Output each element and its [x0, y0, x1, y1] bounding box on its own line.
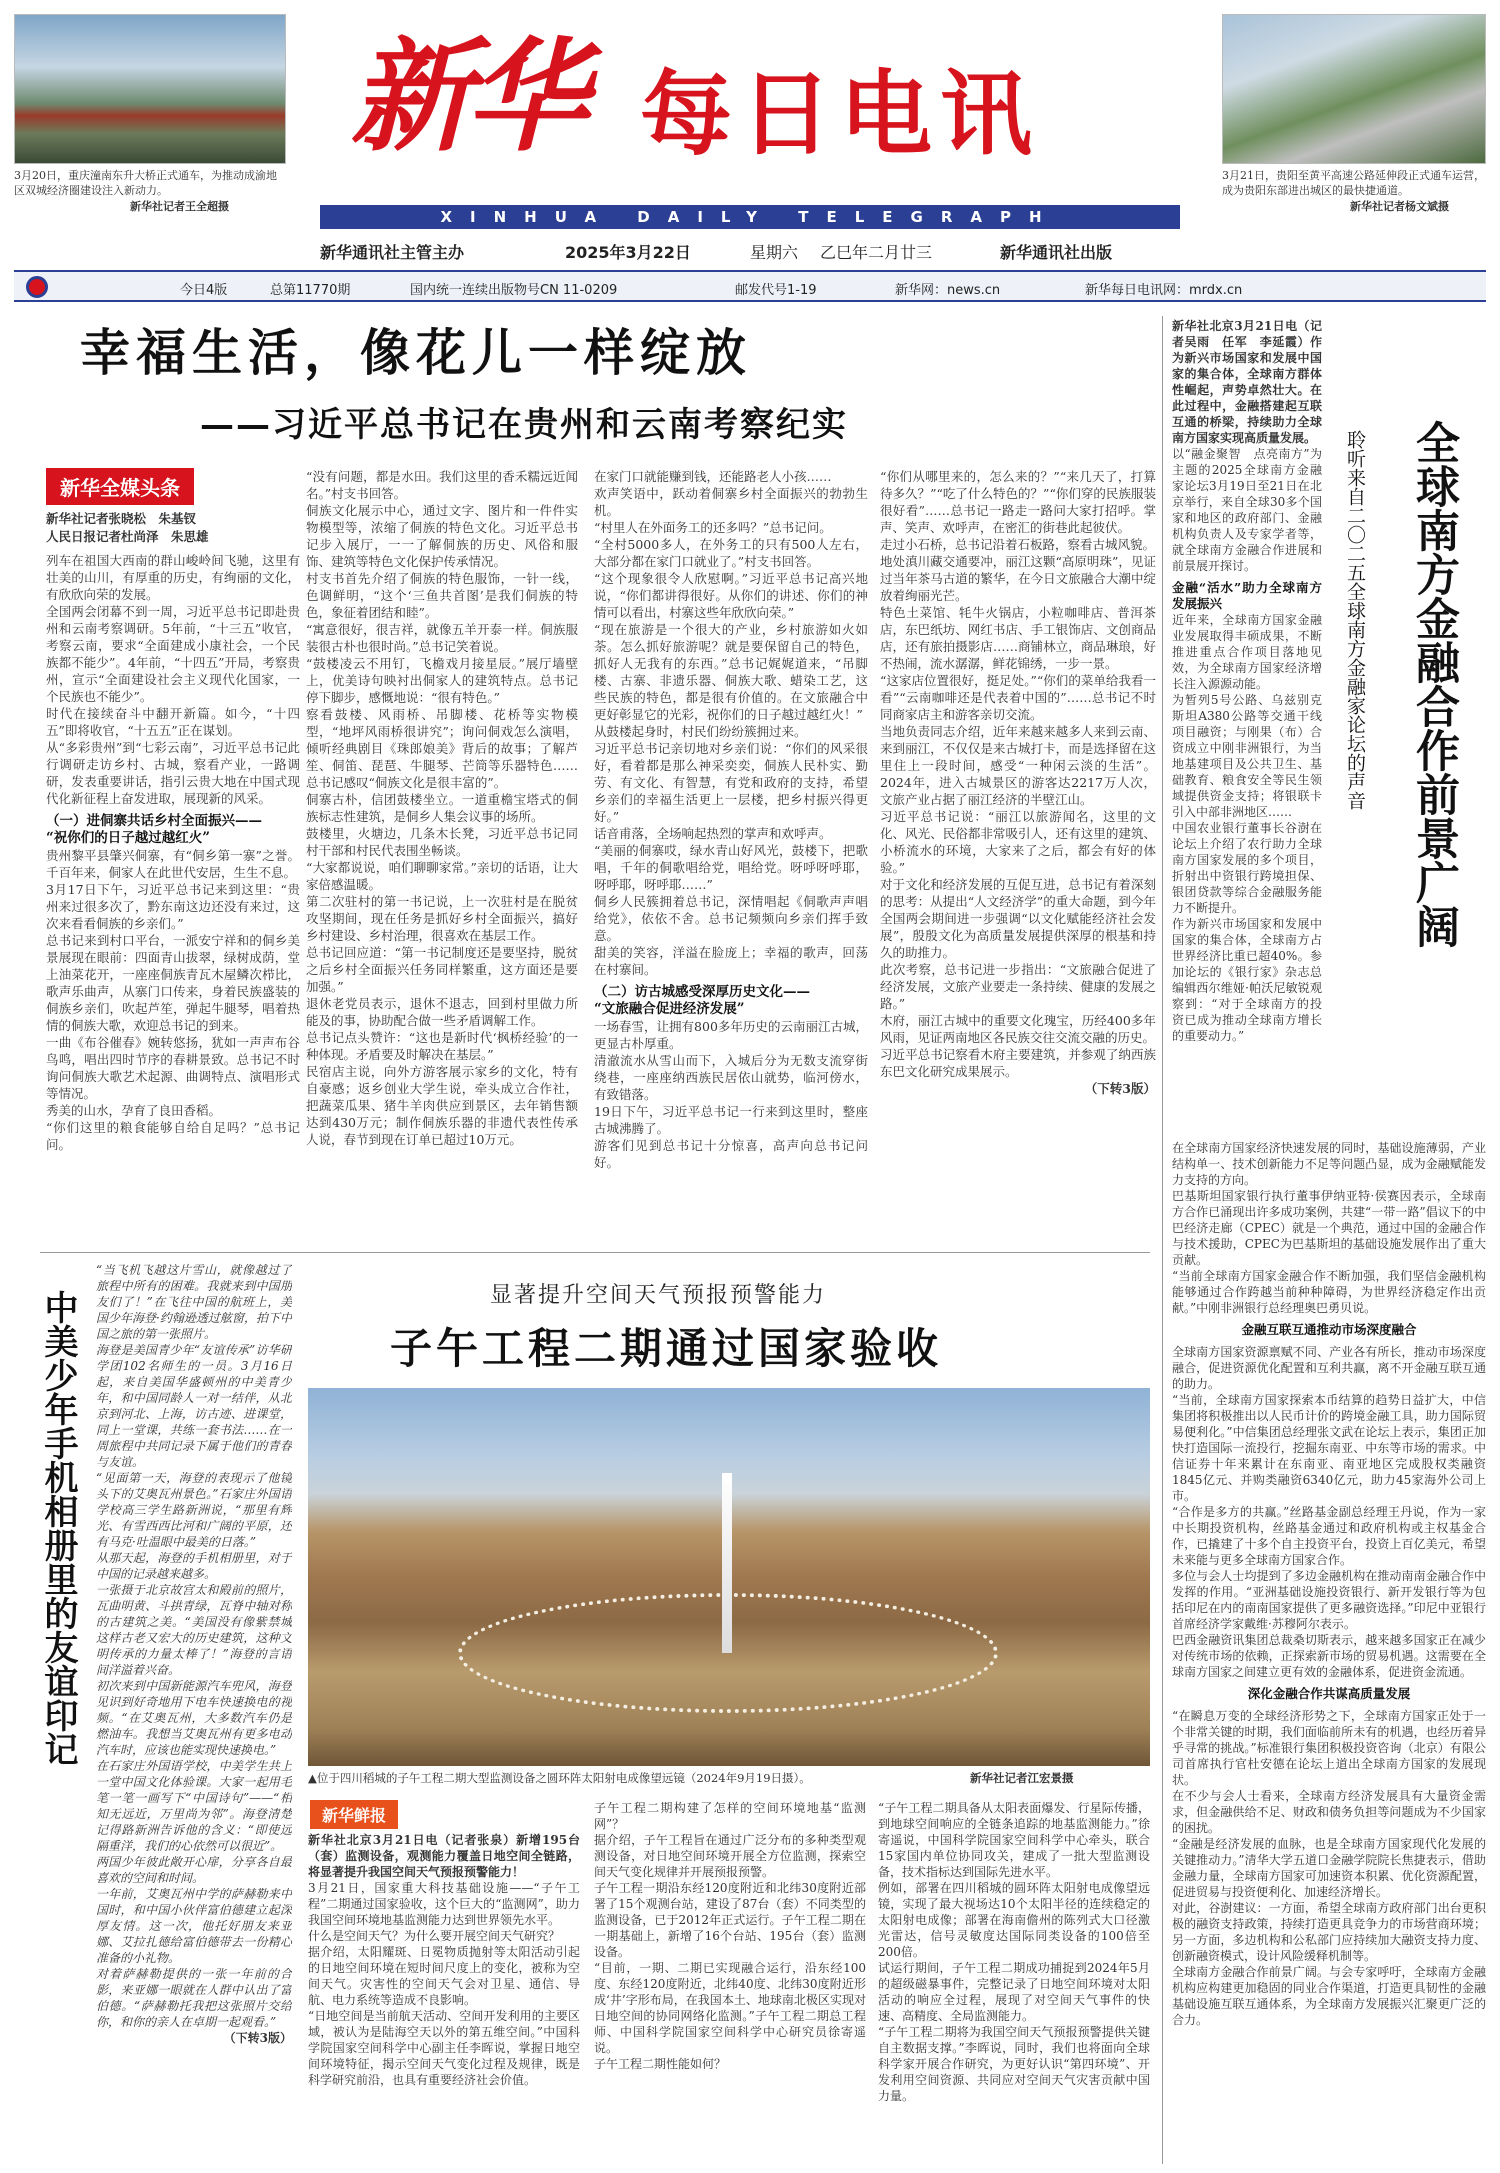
- masthead-left-caption: 3月20日，重庆潼南东升大桥正式通车，为推动成渝地区双城经济圈建设注入新动力。: [14, 169, 277, 197]
- finance-lead: 新华社北京3月21日电（记者吴雨 任军 李延霞）作为新兴市场国家和发展中国家的集合体，全球南方群体性崛起，声势卓然壮大。在此过程中，金融搭建起互联互通的桥梁，持续助力全球南方国家实现高质量发展。: [1172, 319, 1322, 445]
- lead-p40: 游客们见到总书记十分惊喜，高声向总书记问好。: [594, 1138, 868, 1170]
- lead-p8: 一曲《布谷催春》婉转悠扬，犹如一声声布谷鸟鸣，唱出四时节序的春耕景致。总书记不时询问侗族大歌艺术起源、曲调特点、演唱形式等情况。: [46, 1035, 300, 1101]
- masthead-publisher: 新华通讯社出版: [1000, 243, 1113, 262]
- space-p12: 试运行期间，子午工程二期成功捕捉到2024年5月的超级磁暴事件，完整记录了日地空间环境对太阳活动的响应全过程，展现了对空间天气事件的快速、高精度、全局监测能力。: [878, 1961, 1150, 2023]
- lead-p4: 从“多彩贵州”到“七彩云南”，习近平总书记此行调研走访乡村、古城，察看产业，一路调研，发表重要讲话，指引云贵大地在中国式现代化新征程上奋发进取，展现新的风采。: [46, 740, 300, 806]
- lead-p24: 民宿店主说，向外方游客展示家乡的文化，特有自豪感；返乡创业大学生说，牵头成立合作社，把蔬菜瓜果、猪牛羊肉供应到景区，去年销售额达到430万元；制作侗族乐器的非遗代表性传承人说，春节到现在订单已超过10万元。: [306, 1064, 578, 1147]
- lead-p42: 走过小石桥，总书记沿着石板路，察看古城风貌。: [880, 537, 1156, 552]
- lead-p1: 列车在祖国大西南的群山峻岭间飞驰，这里有壮美的山川，有厚重的历史，有绚丽的文化，有欣欣向荣的发展。: [46, 553, 300, 602]
- space-p9: 子午工程二期性能如何？: [594, 2057, 727, 2071]
- finance-p18: 全球南方金融合作前景广阔。与会专家呼吁，全球南方金融机构应构建更加稳固的同业合作渠道，打造更具韧性的金融基础设施互联互通体系，为全球南方发展振兴汇聚更广泛的合力。: [1172, 1965, 1486, 2027]
- finance-p16: “金融是经济发展的血脉，也是全球南方国家现代化发展的关键推动力。”清华大学五道口金融学院院长焦捷表示，借助金融力量，全球南方国家可加速资本积累、优化资源配置，促进贸易与投资便利化、加速经济增长。: [1172, 1837, 1486, 1899]
- friend-p7: 在石家庄外国语学校，中美学生共上一堂中国文化体验课。大家一起用毛笔一笔一画写下“中国诗句”——“相知无远近，万里尚为邻”。海登清楚记得路新洲告诉他的含义：“即使远隔重洋，我们的心依然可以很近”。: [96, 1759, 292, 1853]
- lead-p18: 鼓楼里，火塘边，几条木长凳，习近平总书记同村干部和村民代表围坐畅谈。: [306, 826, 578, 858]
- space-column-3: [878, 1800, 1150, 2164]
- lead-p20: 第二次驻村的第一书记说，上一次驻村是在脱贫攻坚期间，现在任务是抓好乡村全面振兴，搞好乡村建设、乡村治理，很喜欢在基层工作。: [306, 894, 578, 943]
- finance-p10: “当前，全球南方国家探索本币结算的趋势日益扩大，中信集团将积极推出以人民币计价的跨境金融工具，助力国际贸易便利化。”中信集团总经理张文武在论坛上表示，集团正加快打造国际一流投行，挖掘东南亚、中东等市场的需求。中信证券十年来累计在东南亚、南亚地区完成股权类融资1845亿元、并购类融资6340亿元，助力45家海外公司上市。: [1172, 1393, 1486, 1503]
- lead-subtitle: ——习近平总书记在贵州和云南考察纪实: [200, 405, 848, 445]
- friend-p5: 一张摄于北京故宫太和殿前的照片，瓦曲明黄、斗拱青绿，瓦脊中轴对称的古建筑之美。“美国没有像紫禁城这样古老又宏大的历史建筑，这种文明传承的力量太棒了！”海登的言语间洋溢着兴奋。: [96, 1583, 292, 1677]
- finance-p6: 在全球南方国家经济快速发展的同时，基础设施薄弱，产业结构单一、技术创新能力不足等问题凸显，成为金融赋能发力支持的方向。: [1172, 1141, 1486, 1187]
- lead-p7: 总书记来到村口平台，一派安宁祥和的侗乡美景展现在眼前：四面青山拔翠，绿树成荫，堂上油菜花开，一座座侗族青瓦木屋鳞次栉比，歌声乐曲声，从寨门口传来，身着民族盛装的侗族乡亲们，吹起芦笙，弹起牛腿琴，唱着热情的侗族大歌，欢迎总书记的到来。: [46, 933, 300, 1033]
- lead-p19: “大家都说说，咱们聊聊家常。”亲切的话语，让大家倍感温暖。: [306, 860, 578, 892]
- lead-p26: 欢声笑语中，跃动着侗寨乡村全面振兴的勃勃生机。: [594, 486, 868, 518]
- space-column-1: [308, 1832, 580, 2164]
- finance-p2: 近年来，全球南方国家金融业发展取得丰硕成果，不断推进重点合作项目落地见效，为全球南方国家经济增长注入源源动能。: [1172, 613, 1322, 691]
- masthead-left-credit: 新华社记者王全超摄: [130, 200, 229, 213]
- friend-column: [96, 1262, 292, 2160]
- lead-p51: 习近平总书记察看木府主要建筑，并参观了纳西族东巴文化研究成果展示。: [880, 1047, 1156, 1079]
- info-pages: 今日4版: [180, 283, 228, 298]
- lead-column-3: [594, 468, 868, 1244]
- info-issue: 总第11770期: [270, 283, 351, 298]
- lead-p23: 总书记点头赞许：“这也是新时代‘枫桥经验’的一种体现。矛盾要及时解决在基层。”: [306, 1030, 578, 1062]
- lead-p3: 时代在接续奋斗中翻开新篇。如今，“十四五”即将收官，“十五五”正在谋划。: [46, 706, 300, 738]
- info-post: 邮发代号1-19: [735, 283, 817, 298]
- finance-p11: “合作是多方的共赢。”丝路基金副总经理王丹说，作为一家中长期投资机构，丝路基金通过和政府机构或主权基金合作，已撬建了十多个自主投资平台，投资上百亿美元，希望未来能与更多全球南方国家合作。: [1172, 1505, 1486, 1567]
- lead-p34: “美丽的侗寨哎，绿水青山好风光，鼓楼下，把歌唱，千年的侗歌唱给党，唱给党。呀呼呀呼耶，呀呼耶，呀呼耶……”: [594, 843, 868, 892]
- space-hero-photo: [308, 1388, 1150, 1766]
- friend-p3: “见面第一天，海登的表现示了他镜头下的艾奥瓦州景色。”石家庄外国语学校高三学生路新洲说，“那里有辉光、有雪西西比河和广阔的平原，还有马克·吐温眼中最美的日落。”: [96, 1471, 292, 1549]
- lead-p17: 侗寨古朴，信团鼓楼坐立。一道重檐宝塔式的侗族标志性建筑，是侗乡人集会议事的场所。: [306, 792, 578, 824]
- lead-p44: 特色土菜馆、牦牛火锅店，小粒咖啡店、普洱茶店，东巴纸坊、网红书店、手工银饰店、文创商品店，还有旅拍摄影店……商铺林立，商品琳琅，好不热闹，流水潺潺，鲜花锦绣，一步一景。: [880, 605, 1156, 671]
- lead-p41: “你们从哪里来的，怎么来的？”“来几天了，打算待多久？”“吃了什么特色的？”“你们穿的民族服装很好看”……总书记一路走一路问大家打招呼。掌声、笑声、欢呼声，在密汇的街巷此起彼伏。: [880, 469, 1156, 535]
- lead-p48: 对于文化和经济发展的互促互进，总书记有着深刻的思考：从提出“人文经济学”的重大命题，到今年全国两会期间进一步强调“以文化赋能经济社会发展”，殷殷文化为高质量发展提供深厚的根基和持久的助推力。: [880, 877, 1156, 960]
- lead-p5: 贵州黎平县肇兴侗寨，有“侗乡第一寨”之誉。千百年来，侗家人在此世代安居，生生不息。: [46, 848, 300, 880]
- space-credit: 新华社记者江宏景摄: [970, 1771, 1074, 1785]
- lead-sec2b: “文旅融合促进经济发展”: [594, 1001, 745, 1017]
- finance-p3: 为暂列5号公路、乌兹别克斯坦A380公路等交通干线项目融资；与刚果（布）合资成立中刚非洲银行，为当地基建项目及公共卫生、基础教育、粮食安全等民生领域提供资金支持；将银联卡引入中部非洲地区……: [1172, 693, 1322, 819]
- space-p7: 子午工程一期沿东经120度附近和北纬30度附近部署了15个观测台站，建设了87台（套）不同类型的监测设备，已于2012年正式运行。子午工程二期在一期基础上，新增了16个台站、195台（套）监测设备。: [594, 1881, 866, 1959]
- finance-p4: 中国农业银行董事长谷澍在论坛上介绍了农行助力全球南方国家发展的多个项目，折射出中资银行跨境担保、银团贷款等综合金融服务能力不断提升。: [1172, 821, 1322, 915]
- friend-p4: 从那天起，海登的手机相册里，对于中国的记录越来越多。: [96, 1551, 292, 1581]
- masthead-brand-en: XINHUA DAILY TELEGRAPH: [320, 205, 1180, 229]
- masthead-date: 2025年3月22日: [565, 243, 691, 262]
- space-kicker: 显著提升空间天气预报预警能力: [490, 1283, 827, 1308]
- lead-p6: 3月17日下午，习近平总书记来到这里：“贵州来过很多次了，黔东南这边还没有来过，这次来看看侗族的乡亲们。”: [46, 882, 300, 931]
- finance-p5: 作为新兴市场国家和发展中国家的集合体，全球南方占世界经济比重已超40%。参加论坛的《银行家》杂志总编辑西尔维娅·帕沃尼敏锐观察到：“对于全球南方的投资已成为推动全球南方增长的重要动力。”: [1172, 917, 1322, 1043]
- finance-p12: 多位与会人士均提到了多边金融机构在推动南南金融合作中发挥的作用。“亚洲基础设施投资银行、新开发银行等为包括印尼在内的南南国家提供了更多融资选择。”印尼中亚银行首席经济学家戴维·苏穆阿尔表示。: [1172, 1569, 1486, 1631]
- space-p2: 什么是空间天气？为什么要开展空间天气研究？: [308, 1929, 561, 1943]
- masthead-lunar: 乙巳年二月廿三: [820, 243, 933, 262]
- lead-p39: 19日下午，习近平总书记一行来到这里时，整座古城沸腾了。: [594, 1104, 868, 1136]
- friend-jump: （下转3版）: [223, 2031, 292, 2045]
- lead-p31: 从鼓楼起身时，村民们纷纷簇拥过来。: [594, 724, 807, 739]
- finance-p15: 在不少与会人士看来，全球南方经济发展具有大量资金需求，但金融供给不足、财政和债务负担等问题成为不少国家的困扰。: [1172, 1789, 1486, 1835]
- lead-jump: （下转3版）: [1084, 1081, 1156, 1096]
- lead-sec2: （二）访古城感受深厚历史文化——: [594, 984, 810, 1000]
- masthead-brand-script: 新华: [350, 24, 582, 168]
- space-p13: “子午工程二期将为我国空间天气预报预警提供关键自主数据支撑。”李晖说，同时，我们也将面向全球科学家开展合作研究，为更好认识“第四环境”、开发利用空间资源、共同应对空间天气灾害贡献中国力量。: [878, 2025, 1150, 2103]
- lead-p38: 清澈流水从雪山而下，入城后分为无数支流穿街绕巷，一座座纳西族民居依山就势，临河傍水，有致错落。: [594, 1053, 868, 1102]
- friend-p9: 一年前，艾奥瓦州中学的萨赫勒来中国时，和中国小伙伴富伯德建立起深厚友情。这一次，他托好朋友来亚娜、艾拉扎德给富伯德带去一份精心准备的小礼物。: [96, 1887, 292, 1965]
- lead-p11: “没有问题，都是水田。我们这里的香禾糯远近闻名。”村支书回答。: [306, 469, 578, 501]
- lead-p32: 习近平总书记亲切地对乡亲们说：“你们的风采很好，看着都是那么神采奕奕，侗族人民朴实、勤劳、有文化、有智慧，有党和政府的支持，希望乡亲们的幸福生活更上一层楼，把乡村振兴得更好。”: [594, 741, 868, 824]
- space-tag: 新华鲜报: [310, 1800, 398, 1829]
- finance-sec3: 深化金融合作共谋高质量发展: [1247, 1686, 1411, 1701]
- lead-p12: 侗族文化展示中心，通过文字、图片和一件件实物模型等，浓缩了侗族的特色文化。习近平总书记步入展厅，一一了解侗族的历史、风俗和服饰、建筑等特色文化保护传承情况。: [306, 503, 578, 569]
- lead-p30: “现在旅游是一个很大的产业，乡村旅游如火如荼。怎么抓好旅游呢？就是要保留自己的特色，抓好人无我有的东西。”总书记娓娓道来，“吊脚楼、古寨、非遗乐器、侗族大歌、蜡染工艺，这些民族的特色，都是很有价值的。在文旅融合中更好彰显它的光彩，祝你们的日子越过越红火！”: [594, 622, 868, 722]
- friend-p2: 海登是美国青少年“友谊传承”访华研学团102名师生的一员。3月16日起，来自美国华盛顿州的中美青少年，和中国同龄人一对一结伴，从北京到河北、上海，访古迹、进课堂，同上一堂课，共练一套书法……在一周旅程中共同记录下属于他们的青春与友谊。: [96, 1343, 292, 1469]
- finance-title: 全球南方金融合作前景广阔: [1408, 420, 1459, 948]
- finance-lead-column: [1172, 318, 1322, 1138]
- space-p10: “子午工程二期具备从太阳表面爆发、行星际传播，到地球空间响应的全链条追踪的地基监测能力。”徐寄遥说，中国科学院国家空间科学中心牵头，联合15家国内单位协同攻关，建成了一批大型监测设备，技术指标达到国际先进水平。: [878, 1801, 1150, 1879]
- masthead-sponsor: 新华通讯社主管主办: [320, 243, 465, 262]
- lead-p2: 全国两会闭幕不到一周，习近平总书记即赴贵州和云南考察调研。5年前，“十三五”收官，考察云南，要求“全面建成小康社会，一个民族都不能少”。4年前，“十四五”开局，考察贵州，宣示“全面建设社会主义现代化国家，一个民族也不能少”。: [46, 604, 300, 704]
- lead-byline1: 新华社记者张晓松 朱基钗: [46, 511, 197, 526]
- info-web2: 新华每日电讯网：mrdx.cn: [1085, 283, 1243, 298]
- lead-p22: 退休老党员表示，退休不退志，回到村里做力所能及的事，协助配合做一些矛盾调解工作。: [306, 996, 578, 1028]
- lead-byline2: 人民日报记者杜尚泽 朱思雄: [46, 529, 209, 544]
- lead-column-2: [306, 468, 578, 1244]
- finance-p13: 巴西金融资讯集团总裁桑切斯表示，越来越多国家正在减少对传统市场的依赖，正探索新市场的贸易机遇。这需要在全球南方国家之间建立更有效的金融体系，促进资金流通。: [1172, 1633, 1486, 1679]
- lead-p46: 当地负责同志介绍，近年来越来越多人来到云南、来到丽江，不仅仅是来古城打卡，而是选择留在这里住上一段时间，感受“一种闲云淡的生活”。2024年，进入古城景区的游客达2217万人次，文旅产业占据了丽江经济的半壁江山。: [880, 724, 1156, 807]
- divider-lead: [40, 1252, 1150, 1253]
- space-caption: ▲位于四川稻城的子午工程二期大型监测设备之圆环阵太阳射电成像望远镜（2024年9月19日摄）。: [308, 1771, 811, 1785]
- masthead-right-photo: [1222, 14, 1486, 164]
- lead-p14: “寓意很好，很吉祥，就像五羊开泰一样。侗族服装很古朴也很时尚。”总书记笑着说。: [306, 622, 578, 654]
- lead-p47: 习近平总书记说：“丽江以旅游闻名，这里的文化、风光、民俗都非常吸引人，还有这里的建筑、小桥流水的环境，大家来了之后，都会有好的体验。”: [880, 809, 1156, 875]
- finance-p17: 对此，谷澍建议：一方面，希望全球南方政府部门出台更积极的融资支持政策，持续打造更具竞争力的市场营商环境；另一方面，多边机构和公私部门应持续加大融资支持力度、创新融资模式，设计风险缓释机制等。: [1172, 1901, 1486, 1963]
- space-p8: “目前，一期、二期已实现融合运行，沿东经100度、东经120度附近，北纬40度、北纬30度附近形成‘井’字形布局，在我国本土、地球南北极区实现对日地空间的协同网络化监测。”子午工程二期总工程师、中国科学院国家空间科学中心研究员徐寄遥说。: [594, 1961, 866, 2055]
- lead-p15: “鼓楼凌云不用钉，飞檐戏月接星辰。”展厅墙壁上，优美诗句映衬出侗家人的建筑特点。总书记停下脚步，感慨地说：“很有特色。”: [306, 656, 578, 705]
- lead-p29: “这个现象很令人欣慰啊。”习近平总书记高兴地说，“你们都讲得很好。从你们的讲述、你们的神情可以看出，村寨这些年欣欣向荣。”: [594, 571, 868, 620]
- finance-p9: 全球南方国家资源禀赋不同、产业各有所长，推动市场深度融合，促进资源优化配置和互利共赢，离不开金融互联互通的助力。: [1172, 1345, 1486, 1391]
- lead-p35: 侗乡人民簇拥着总书记，深情唱起《侗歌声声唱给党》，依依不舍。总书记频频向乡亲们挥手致意。: [594, 894, 868, 943]
- lead-tag: 新华全媒头条: [46, 468, 194, 505]
- space-p6: 据介绍，子午工程旨在通过广泛分布的多种类型观测设备，对日地空间环境开展全方位监测，探索空间天气变化规律并开展预报预警。: [594, 1833, 866, 1879]
- space-column-2: [594, 1800, 866, 2164]
- info-web1: 新华网：news.cn: [895, 283, 1001, 298]
- lead-p21: 总书记回应道：“第一书记制度还是要坚持，脱贫之后乡村全面振兴任务同样繁重，这方面还是要加强。”: [306, 945, 578, 994]
- lead-p10: “你们这里的粮食能够自给自足吗？”总书记问。: [46, 1120, 300, 1152]
- space-p11: 例如，部署在四川稻城的圆环阵太阳射电成像望远镜，实现了最大视场达10个太阳半径的连续稳定的太阳射电成像；部署在海南儋州的陈列式大口径激光雷达，信号灵敏度达国际同类设备的100倍至200倍。: [878, 1881, 1150, 1959]
- lead-p37: 一场春雪，让拥有800多年历史的云南丽江古城，更显古朴厚重。: [594, 1019, 868, 1051]
- lead-p25: 在家门口就能赚到钱，还能路老人小孩……: [594, 469, 832, 484]
- friend-p8: 两国少年彼此敞开心扉，分享各自最喜欢的空间和时间。: [96, 1855, 292, 1885]
- space-lead: 新华社北京3月21日电（记者张泉）新增195台（套）监测设备，观测能力覆盖日地空间全链路，将显著提升我国空间天气预报预警能力！: [308, 1833, 580, 1879]
- lead-p33: 话音甫落，全场响起热烈的掌声和欢呼声。: [594, 826, 832, 841]
- finance-p14: “在瞬息万变的全球经济形势之下，全球南方国家正处于一个非常关键的时期，我们面临前所未有的机遇，也经历着异乎寻常的挑战。”标准银行集团积极投资咨询（北京）有限公司首席执行官杜安德在论坛上道出全球南方国家的发展现状。: [1172, 1709, 1486, 1787]
- space-p5: 子午工程二期构建了怎样的空间环境地基“监测网”？: [594, 1801, 866, 1831]
- space-p4: “日地空间是当前航天活动、空间开发利用的主要区域，被认为是陆海空天以外的第五维空间。”中国科学院国家空间科学中心副主任李晖说，掌握日地空间环境特征，揭示空间天气变化过程及规律，既是科学研究前沿，也具有重要经济社会价值。: [308, 2009, 580, 2087]
- telescope-tower: [722, 1473, 732, 1653]
- lead-p43: 地处滇川藏交通要冲，丽江这颗“高原明珠”，见证过当年茶马古道的繁华，在今日文旅融合大潮中绽放着绚丽光芒。: [880, 554, 1156, 603]
- lead-p49: 此次考察，总书记进一步指出：“文旅融合促进了经济发展，文旅产业要走一条持续、健康的发展之路。”: [880, 962, 1156, 1011]
- friend-p6: 初次来到中国新能源汽车兜风，海登见识到好奇地用下电车快速换电的视频。“在艾奥瓦州，大多数汽车仍是燃油车。我想当艾奥瓦州有更多电动汽车时，应该也能实现快速换电。”: [96, 1679, 292, 1757]
- lead-p9: 秀美的山水，孕育了良田香稻。: [46, 1103, 222, 1118]
- lead-title: 幸福生活，像花儿一样绽放: [80, 323, 752, 382]
- finance-p1: 以“融金聚智 点亮南方”为主题的2025全球南方金融家论坛3月19日至21日在北京举行，来自全球30多个国家和地区的政府部门、金融机构负责人及专家学者等，就全球南方金融合作进展和前景展开探讨。: [1172, 447, 1322, 573]
- lead-p28: “全村5000多人，在外务工的只有500人左右，大部分都在家门口就业了。”村支书回答。: [594, 537, 868, 569]
- lead-p13: 村支书首先介绍了侗族的特色服饰，一针一线，色调鲜明，“这个‘三鱼共首图’是我们侗族的特色，象征着团结和睦”。: [306, 571, 578, 620]
- finance-p7: 巴基斯坦国家银行执行董事伊纳亚特·侯赛因表示，全球南方合作已涌现出许多成功案例，共建“一带一路”倡议下的中巴经济走廊（CPEC）就是一个典范，通过中国的金融合作与技术援助，CPEC为巴基斯坦的基础设施发展作出了重大贡献。: [1172, 1189, 1486, 1267]
- masthead-left-photo: [14, 14, 286, 164]
- friend-p10: 对着萨赫勒提供的一张一年前的合影，来亚娜一眼就在人群中认出了富伯德。“萨赫勒托我把这张照片交给你，和你的亲人在卓期一起观看。”: [96, 1967, 292, 2029]
- space-p1: 3月21日，国家重大科技基础设施——“子午工程”二期通过国家验收，这个巨大的“监测网”，助力我国空间环境地基监测能力达到世界领先水平。: [308, 1881, 580, 1927]
- lead-sec1b: “祝你们的日子越过越红火”: [46, 830, 211, 846]
- lead-column-1: [46, 552, 300, 1242]
- finance-subtitle: 聆听来自二〇二五全球南方金融家论坛的声音: [1344, 430, 1366, 810]
- masthead-brand-main: 每日电讯: [640, 61, 1041, 168]
- lead-p45: “这家店位置很好，挺足处。”“你们的菜单给我看一看”“云南咖啡还是代表着中国的”……总书记不时同商家店主和游客亲切交流。: [880, 673, 1156, 722]
- info-cn: 国内统一连续出版物号CN 11-0209: [410, 283, 618, 298]
- masthead-right-caption: 3月21日，贵阳至黄平高速公路延伸段正式通车运营，成为贵阳东部进出城区的最快捷通道。: [1222, 169, 1485, 197]
- lead-p27: “村里人在外面务工的还多吗？”总书记问。: [594, 520, 832, 535]
- friend-title: 中美少年手机相册里的友谊印记: [38, 1290, 78, 1766]
- lead-p16: 察看鼓楼、风雨桥、吊脚楼、花桥等实物模型，“地坪风雨桥很讲究”；询问侗戏怎么演唱，倾听经典剧目《珠郎娘美》背后的故事；了解芦笙、侗笛、琵琶、牛腿琴、芒筒等乐器特色……总书记感叹“侗族文化是很丰富的”。: [306, 707, 578, 790]
- lead-sec1: （一）进侗寨共话乡村全面振兴——: [46, 813, 262, 829]
- masthead-right-credit: 新华社记者杨文斌摄: [1350, 200, 1449, 213]
- lead-p50: 木府，丽江古城中的重要文化瑰宝，历经400多年风雨，见证两南地区各民族交往交流交融的历史。: [880, 1013, 1156, 1045]
- finance-sec1: 金融“活水”助力全球南方发展振兴: [1172, 580, 1322, 611]
- lead-p36: 甜美的笑容，洋溢在脸庞上；幸福的歌声，回荡在村寨间。: [594, 945, 868, 977]
- finance-column-lower: [1172, 1140, 1486, 2164]
- finance-p8: “当前全球南方国家金融合作不断加强，我们坚信金融机构能够通过合作跨越当前种种障碍，为世界经济稳定作出贡献。”中刚非洲银行总经理奥巴勇贝说。: [1172, 1269, 1486, 1315]
- space-title: 子午工程二期通过国家验收: [390, 1324, 943, 1373]
- divider-right: [1162, 316, 1163, 2164]
- logo-icon: [26, 276, 48, 298]
- space-p3: 据介绍，太阳耀斑、日冕物质抛射等太阳活动引起的日地空间环境在短时间尺度上的变化，被称为空间天气。灾害性的空间天气会对卫星、通信、导航、电力系统等造成不良影响。: [308, 1945, 580, 2007]
- lead-column-4: [880, 468, 1156, 1244]
- finance-sec2: 金融互联互通推动市场深度融合: [1241, 1322, 1417, 1337]
- masthead-weekday: 星期六: [750, 243, 799, 262]
- friend-p1: “当飞机飞越这片雪山，就像越过了旅程中所有的困难。我就来到中国朋友们了！”在飞往中国的航班上，美国少年海登·约翰逊透过舷窗，拍下中国之旅的第一张照片。: [96, 1263, 292, 1341]
